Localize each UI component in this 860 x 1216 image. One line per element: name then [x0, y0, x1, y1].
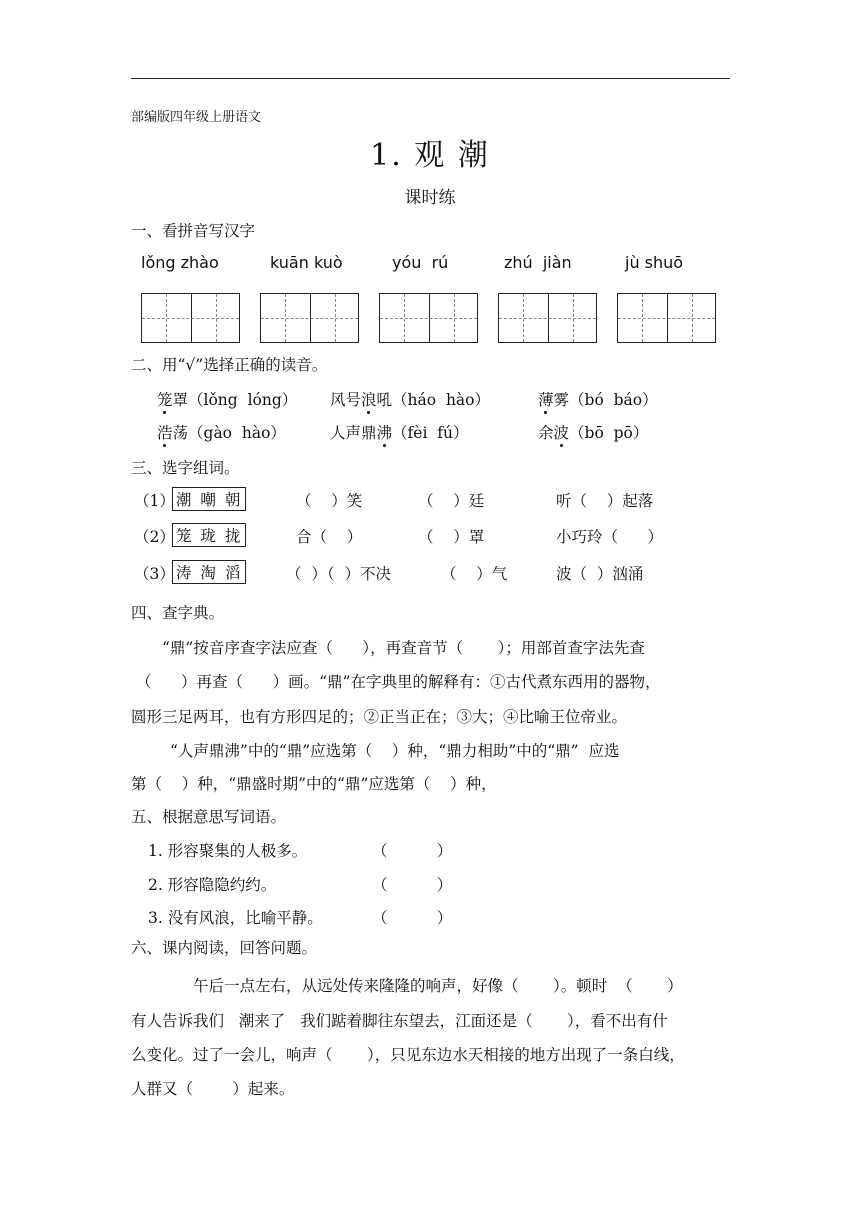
passage-line-1: 午后一点左右，从远处传来隆隆的响声，好像（ ）。顿时 （ ） [193, 977, 683, 995]
row-2-char-box: 笼 珑 拢 [172, 523, 246, 547]
section-2-heading: 二、用“√”选择正确的读音。 [131, 356, 328, 374]
dict-line-5: 第（ ）种，“鼎盛时期”中的“鼎”应选第（ ）种， [131, 775, 497, 793]
row-2-number: （2） [134, 528, 175, 546]
passage-line-4: 人群又（ ）起来。 [131, 1080, 295, 1098]
meaning-blank-1: （ ） [372, 842, 453, 860]
meaning-item-2: 2. 形容隐隐约约。 [148, 876, 277, 894]
section-5-heading: 五、根据意思写词语。 [131, 808, 287, 826]
section-3-heading: 三、选字组词。 [131, 459, 240, 477]
row-3-blank-b: （ ）气 [441, 565, 508, 583]
dict-line-4: “人声鼎沸”中的“鼎”应选第（ ）种，“鼎力相助”中的“鼎” 应选 [170, 742, 620, 760]
header-rule [131, 78, 730, 79]
dict-line-1: “鼎”按音序查字法应查（ ），再查音节（ ）；用部首查字法先查 [162, 639, 645, 657]
writing-grid-2[interactable] [260, 293, 359, 343]
row-3-blank-a: （ ）（ ）不决 [286, 565, 391, 583]
page-title: 1. 观 潮 [370, 138, 490, 173]
row-1-char-box: 潮 嘲 朝 [172, 487, 246, 511]
row-2-blank-b: （ ）罩 [418, 528, 485, 546]
passage-line-3: 么变化。过了一会儿，响声（ ），只见东边水天相接的地方出现了一条白线， [131, 1046, 685, 1064]
row-3-char-box: 涛 淘 滔 [172, 560, 246, 584]
header-note: 部编版四年级上册语文 [131, 110, 262, 125]
pinyin-4: zhú jiàn [504, 253, 572, 272]
row-3-blank-c: 波（ ）汹涌 [556, 565, 644, 583]
reading-item-3: 薄雾（bó báo） [538, 388, 658, 410]
row-1-number: （1） [134, 492, 175, 510]
pinyin-2: kuān kuò [270, 253, 343, 272]
meaning-item-3: 3. 没有风浪，比喻平静。 [148, 909, 323, 927]
row-1-blank-b: （ ）廷 [418, 492, 485, 510]
dict-line-3: 圆形三足两耳，也有方形四足的；②正当正在；③大；④比喻王位帝业。 [131, 708, 628, 726]
meaning-blank-2: （ ） [372, 876, 453, 894]
row-2-blank-c: 小巧玲（ ） [556, 528, 664, 546]
page-subtitle: 课时练 [404, 188, 456, 208]
row-2-blank-a: 合（ ） [296, 528, 363, 546]
meaning-item-1: 1. 形容聚集的人极多。 [148, 842, 308, 860]
pinyin-5: jù shuō [625, 253, 684, 272]
pinyin-3: yóu rú [392, 253, 449, 272]
meaning-blank-3: （ ） [372, 909, 453, 927]
reading-item-4: 浩荡（gào hào） [157, 421, 286, 443]
passage-line-2: 有人告诉我们 潮来了 我们踮着脚往东望去，江面还是（ ），看不出有什 [131, 1012, 668, 1030]
section-4-heading: 四、查字典。 [131, 604, 225, 622]
row-1-blank-a: （ ）笑 [296, 492, 363, 510]
section-6-heading: 六、课内阅读，回答问题。 [131, 939, 318, 957]
pinyin-1: lǒng zhào [141, 253, 219, 272]
writing-grid-3[interactable] [379, 293, 478, 343]
writing-grid-4[interactable] [498, 293, 597, 343]
reading-item-1: 笼罩（lǒng lóng） [157, 388, 297, 410]
row-1-blank-c: 听（ ）起落 [556, 492, 654, 510]
writing-grid-1[interactable] [141, 293, 240, 343]
dict-line-2: （ ）再查（ ）画。“鼎”在字典里的解释有：①古代煮东西用的器物， [136, 673, 661, 691]
reading-item-6: 余波（bō pō） [538, 421, 648, 443]
reading-item-2: 风号浪吼（háo hào） [330, 388, 490, 410]
reading-item-5: 人声鼎沸（fèi fú） [330, 421, 468, 443]
section-1-heading: 一、看拼音写汉字 [131, 222, 256, 240]
writing-grid-5[interactable] [617, 293, 716, 343]
row-3-number: （3） [134, 565, 175, 583]
